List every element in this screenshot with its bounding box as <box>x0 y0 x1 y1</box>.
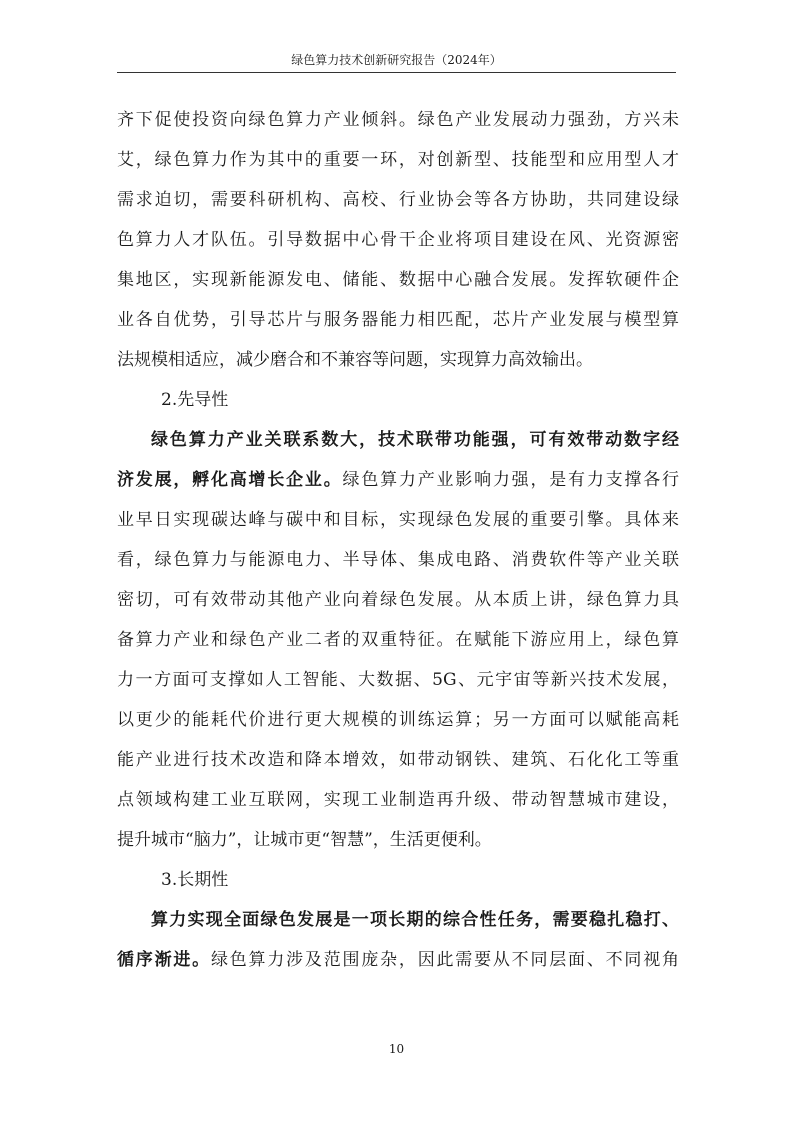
section-heading-2: 2.先导性 <box>161 390 229 410</box>
paragraph-line <box>117 940 679 980</box>
paragraph-line: 业各自优势，引导芯片与服务器能力相匹配，芯片产业发展与模型算 <box>117 310 679 330</box>
bold-lead: 算力实现全面绿色发展是一项长期的综合性任务，需要稳扎稳打、 <box>151 910 679 930</box>
paragraph-line: 力一方面可支撑如人工智能、大数据、5G、元宇宙等新兴技术发展， <box>117 670 679 690</box>
body-text <box>117 100 679 980</box>
paragraph-line: 集地区，实现新能源发电、储能、数据中心融合发展。发挥软硬件企 <box>117 270 679 290</box>
paragraph-line: 能产业进行技术改造和降本增效，如带动钢铁、建筑、石化化工等重 <box>117 750 679 770</box>
paragraph-line: 色算力人才队伍。引导数据中心骨干企业将项目建设在风、光资源密 <box>117 230 679 250</box>
paragraph-line: 法规模相适应，减少磨合和不兼容等问题，实现算力高效输出。 <box>117 350 593 370</box>
paragraph-line: 以更少的能耗代价进行更大规模的训练运算；另一方面可以赋能高耗 <box>117 710 679 730</box>
bold-lead: 济发展，孵化高增长企业。 <box>117 470 343 490</box>
paragraph-line <box>117 420 679 460</box>
paragraph-line: 业早日实现碳达峰与碳中和目标，实现绿色发展的重要引擎。具体来 <box>117 510 679 530</box>
bold-lead: 绿色算力产业关联系数大，技术联带功能强，可有效带动数字经 <box>151 430 679 450</box>
paragraph-line: 密切，可有效带动其他产业向着绿色发展。从本质上讲，绿色算力具 <box>117 590 679 610</box>
paragraph-line <box>117 900 679 940</box>
paragraph-line: 看，绿色算力与能源电力、半导体、集成电路、消费软件等产业关联 <box>117 550 679 570</box>
report-title: 绿色算力技术创新研究报告（2024年） <box>291 53 502 67</box>
bold-lead: 循序渐进。 <box>117 950 211 970</box>
paragraph-line: 艾，绿色算力作为其中的重要一环，对创新型、技能型和应用型人才 <box>117 150 679 170</box>
section-heading-3: 3.长期性 <box>161 870 229 890</box>
paragraph-line: 备算力产业和绿色产业二者的双重特征。在赋能下游应用上，绿色算 <box>117 630 679 650</box>
paragraph-line: 提升城市“脑力”，让城市更“智慧”，生活更便利。 <box>117 830 492 850</box>
paragraph-line: 需求迫切，需要科研机构、高校、行业协会等各方协助，共同建设绿 <box>117 190 679 210</box>
paragraph-line <box>117 460 679 500</box>
paragraph-line: 点领域构建工业互联网，实现工业制造再升级、带动智慧城市建设， <box>117 790 679 810</box>
paragraph-line: 齐下促使投资向绿色算力产业倾斜。绿色产业发展动力强劲，方兴未 <box>117 110 679 130</box>
paragraph-text: 绿色算力产业影响力强，是有力支撑各行 <box>342 470 679 490</box>
page-number: 10 <box>388 1042 405 1056</box>
running-header <box>117 50 676 73</box>
paragraph-text: 绿色算力涉及范围庞杂，因此需要从不同层面、不同视角 <box>210 950 679 970</box>
